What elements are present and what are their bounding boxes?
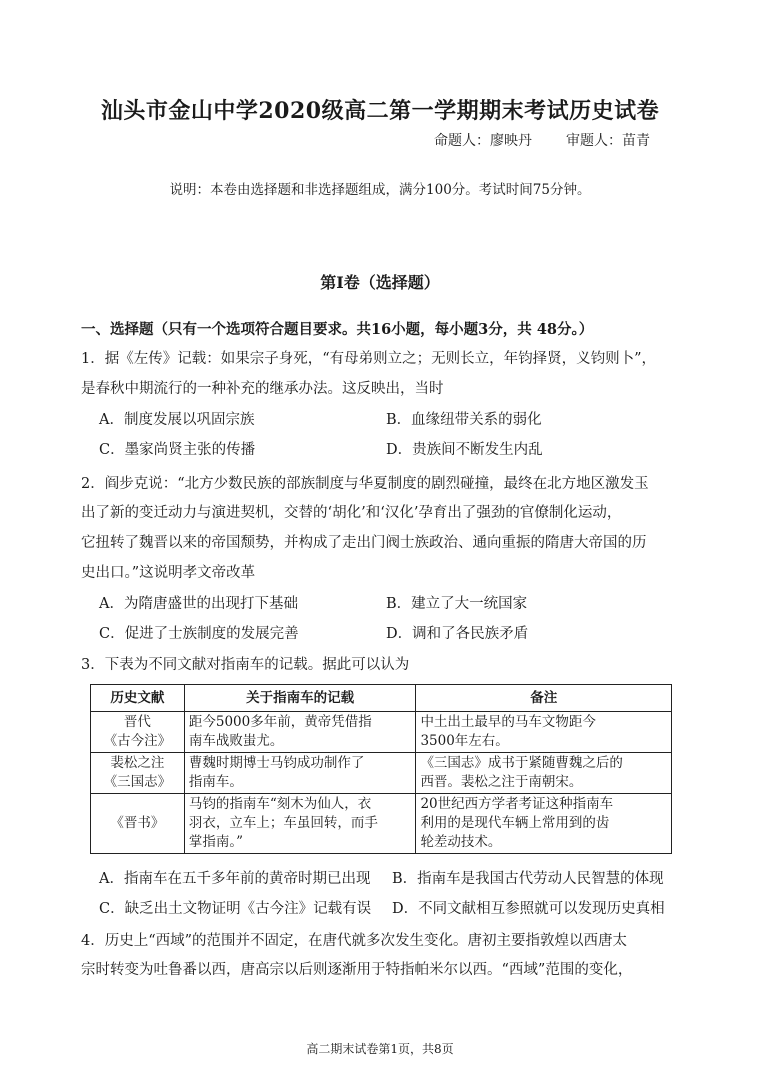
q2-line3: 它扭转了魏晋以来的帝国颓势，并构成了走出门阀士族政治、通向重振的隋唐大帝国的历 xyxy=(81,535,647,551)
cell-line: 《古今注》 xyxy=(103,733,172,749)
cell-record xyxy=(184,794,416,854)
exam-note: 说明：本卷由选择题和非选择题组成，满分100分。考试时间75分钟。 xyxy=(169,182,591,198)
q2-option-a: A．为隋唐盛世的出现打下基础 xyxy=(99,596,298,612)
q4-line1: 4．历史上“西域”的范围并不固定，在唐代就多次发生变化。唐初主要指敦煌以西唐太 xyxy=(81,933,628,949)
table-row xyxy=(91,794,672,854)
q1-option-a: A．制度发展以巩固宗族 xyxy=(99,412,255,428)
cell-source xyxy=(91,794,185,854)
cell-line: 南车战败蚩尤。 xyxy=(188,733,284,749)
cell-line: 西晋。裴松之注于南朝宋。 xyxy=(420,774,583,790)
table-row xyxy=(91,712,672,753)
q2-option-d: D．调和了各民族矛盾 xyxy=(386,626,529,642)
table-header-row xyxy=(91,685,672,712)
cell-record xyxy=(184,753,416,794)
header-remark: 备注 xyxy=(416,685,672,712)
cell-line: 指南车。 xyxy=(188,774,243,790)
cell-remark xyxy=(416,794,672,854)
cell-line: 《三国志》成书于紧随曹魏之后的 xyxy=(420,755,623,771)
cell-line: 羽衣，立车上；车虽回转，而手 xyxy=(188,815,378,831)
q2-line2: 出了新的变迁动力与演进契机，交替的‘胡化’和‘汉化’孕育出了强劲的官僚制化运动， xyxy=(81,505,622,521)
q2-option-b: B．建立了大一统国家 xyxy=(386,596,528,612)
cell-line: 马钧的指南车“刻木为仙人，衣 xyxy=(188,796,372,812)
q1-option-d: D．贵族间不断发生内乱 xyxy=(386,442,543,458)
author-line xyxy=(434,130,650,150)
cell-line: 20世纪西方学者考证这种指南车 xyxy=(420,796,614,812)
author: 命题人：廖映丹 xyxy=(434,133,532,149)
cell-record xyxy=(184,712,416,753)
cell-remark xyxy=(416,753,672,794)
cell-line: 《晋书》 xyxy=(110,815,165,831)
cell-source xyxy=(91,753,185,794)
cell-line: 晋代 xyxy=(123,714,151,730)
cell-line: 曹魏时期博士马钧成功制作了 xyxy=(188,755,365,771)
cell-line: 掌指南。” xyxy=(188,834,244,850)
cell-line: 3500年左右。 xyxy=(420,733,509,749)
cell-source xyxy=(91,712,185,753)
cell-line: 《三国志》 xyxy=(103,774,172,790)
q1-option-b: B．血缘纽带关系的弱化 xyxy=(386,412,542,428)
q3-line1: 3．下表为不同文献对指南车的记载。据此可以认为 xyxy=(81,657,410,673)
cell-line: 距今5000多年前，黄帝凭借指 xyxy=(188,714,372,730)
header-source: 历史文献 xyxy=(91,685,185,712)
q3-option-a: A．指南车在五千多年前的黄帝时期已出现 xyxy=(99,871,371,887)
q3-option-d: D．不同文献相互参照就可以发现历史真相 xyxy=(392,901,665,917)
reviewer: 审题人：苗青 xyxy=(566,133,650,149)
table-row xyxy=(91,753,672,794)
q1-option-c: C．墨家尚贤主张的传播 xyxy=(99,442,256,458)
q2-line4: 史出口。”这说明孝文帝改革 xyxy=(81,565,256,581)
part-title: 第Ⅰ卷（选择题） xyxy=(320,273,440,292)
section-title: 一、选择题（只有一个选项符合题目要求。共16小题，每小题3分，共 48分。） xyxy=(81,321,594,338)
cell-line: 利用的是现代车辆上常用到的齿 xyxy=(420,815,610,831)
cell-line: 轮差动技术。 xyxy=(420,834,502,850)
cell-remark xyxy=(416,712,672,753)
exam-title: 汕头市金山中学2020级高二第一学期期末考试历史试卷 xyxy=(100,98,660,124)
cell-line: 裴松之注 xyxy=(110,755,165,771)
q2-option-c: C．促进了士族制度的发展完善 xyxy=(99,626,299,642)
q3-option-c: C．缺乏出土文物证明《古今注》记载有误 xyxy=(99,901,372,917)
q1-line2: 是春秋中期流行的一种补充的继承办法。这反映出，当时 xyxy=(81,381,444,397)
q2-line1: 2．阎步克说：“北方少数民族的部族制度与华夏制度的剧烈碰撞，最终在北方地区激发玉 xyxy=(81,476,649,492)
q1-line1: 1．据《左传》记载：如果宗子身死，“有母弟则立之；无则长立，年钧择贤，义钧则卜”， xyxy=(81,351,657,367)
header-record: 关于指南车的记载 xyxy=(184,685,416,712)
cell-line: 中土出土最早的马车文物距今 xyxy=(420,714,596,730)
guide-chariot-table xyxy=(90,684,672,854)
page-footer: 高二期末试卷第1页，共8页 xyxy=(306,1042,454,1056)
q4-line2: 宗时转变为吐鲁番以西，唐高宗以后则逐渐用于特指帕米尔以西。“西域”范围的变化， xyxy=(81,962,633,978)
q3-option-b: B．指南车是我国古代劳动人民智慧的体现 xyxy=(392,871,664,887)
